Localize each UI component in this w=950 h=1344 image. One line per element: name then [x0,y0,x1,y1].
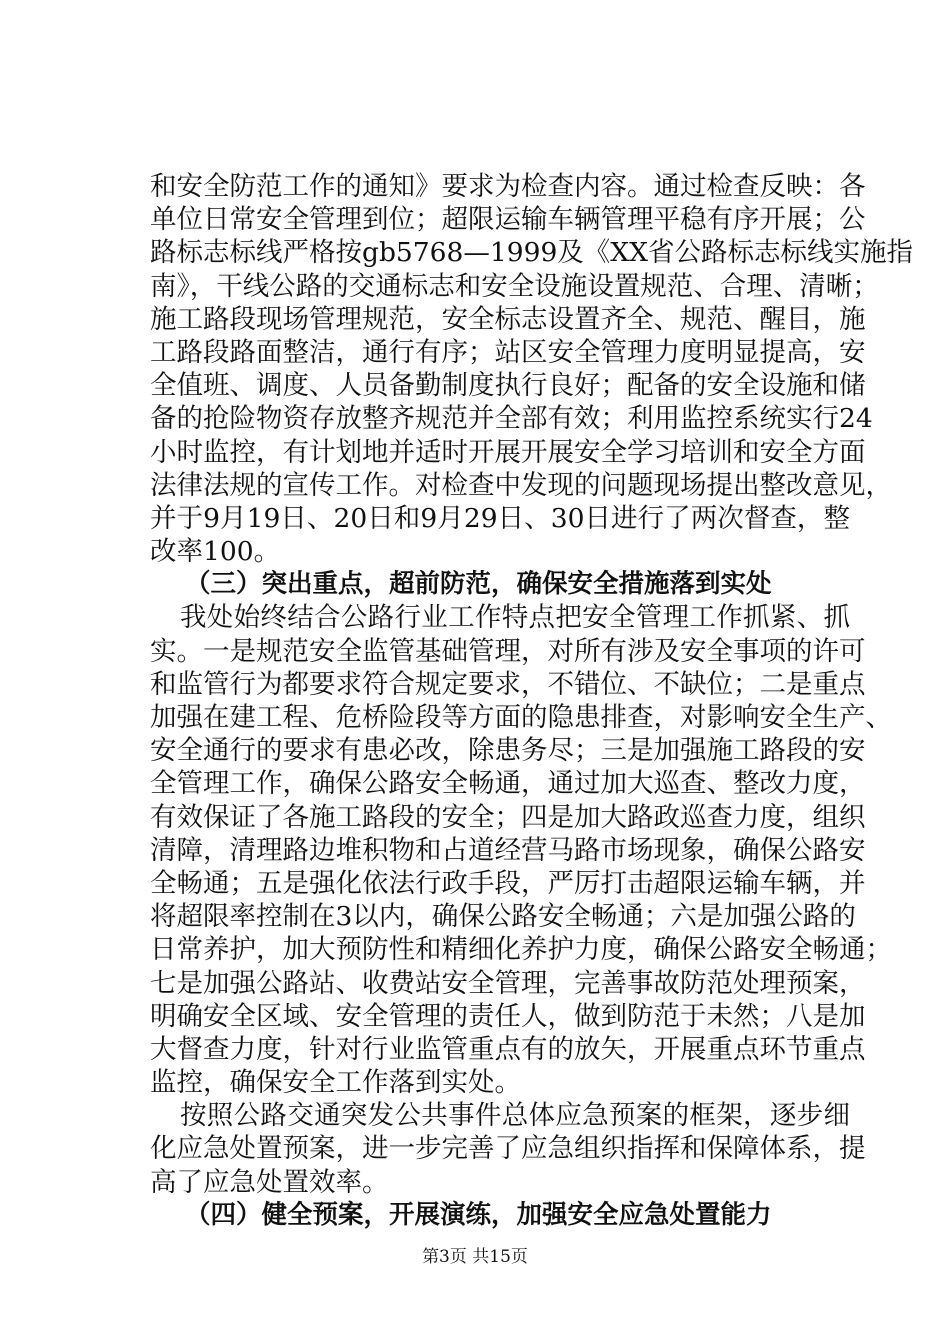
paragraph-line: 加强在建工程、危桥险段等方面的隐患排查，对影响安全生产、 [150,702,892,733]
paragraph-line: 七是加强公路站、收费站安全管理，完善事故防范处理预案， [150,967,866,999]
paragraph-line: 和监管行为都要求符合规定要求，不错位、不缺位；二是重点 [150,668,866,700]
section-heading: （三）突出重点，超前防范，确保安全措施落到实处 [185,569,772,600]
paragraph-line: 实。一是规范安全监管基础管理，对所有涉及安全事项的许可 [150,635,866,667]
paragraph-line: 备的抢险物资存放整齐规范并全部有效；利用监控系统实行24 [150,403,873,435]
paragraph-line: 小时监控，有计划地并适时开展开展安全学习培训和安全方面 [150,436,866,468]
paragraph-last-line: 改率100。 [150,536,281,568]
paragraph-line: 化应急处置预案，进一步完善了应急组织指挥和保障体系，提 [150,1133,866,1165]
paragraph-line: 全值班、调度、人员备勤制度执行良好；配备的安全设施和储 [150,370,866,402]
section-heading: （四）健全预案，开展演练，加强安全应急处置能力 [185,1199,772,1230]
paragraph-line: 全畅通；五是强化依法行政手段，严厉打击超限运输车辆，并 [150,867,866,899]
paragraph-first-line: 按照公路交通突发公共事件总体应急预案的框架，逐步细 [180,1100,850,1132]
paragraph-line: 安全通行的要求有患必改，除患务尽；三是加强施工路段的安 [150,735,866,767]
paragraph-line: 并于9月19日、20日和9月29日、30日进行了两次督查，整 [150,502,850,534]
paragraph-line: 日常养护，加大预防性和精细化养护力度，确保公路安全畅通； [150,934,892,966]
page-footer: 第3页 共15页 [422,1247,528,1267]
paragraph-line: 将超限率控制在3以内，确保公路安全畅通；六是加强公路的 [150,901,856,933]
paragraph-line: 明确安全区域、安全管理的责任人，做到防范于未然；八是加 [150,1000,866,1032]
paragraph-last-line: 高了应急处置效率。 [150,1166,389,1198]
paragraph-line: 清障，清理路边堆积物和占道经营马路市场现象，确保公路安 [150,834,866,866]
paragraph-line: 工路段路面整洁，通行有序；站区安全管理力度明显提高，安 [150,336,866,368]
paragraph-line: 和安全防范工作的通知》要求为检查内容。通过检查反映：各 [150,171,866,202]
paragraph-last-line: 监控，确保安全工作落到实处。 [150,1067,521,1099]
paragraph-line: 有效保证了各施工路段的安全；四是加大路政巡查力度，组织 [150,801,866,833]
document-body [150,170,914,1232]
paragraph-line: 单位日常安全管理到位；超限运输车辆管理平稳有序开展；公 [150,204,866,236]
paragraph-line: 南》，干线公路的交通标志和安全设施设置规范、合理、清晰； [150,270,879,302]
paragraph-first-line: 我处始终结合公路行业工作特点把安全管理工作抓紧、抓 [180,602,850,634]
paragraph-line: 路标志标线严格按gb5768—1999及《XX省公路标志标线实施指 [150,237,914,269]
paragraph-line: 全管理工作，确保公路安全畅通，通过加大巡查、整改力度， [150,768,866,800]
paragraph-line: 法律法规的宣传工作。对检查中发现的问题现场提出整改意见， [150,469,892,501]
paragraph-line: 大督查力度，针对行业监管重点有的放矢，开展重点环节重点 [150,1033,866,1065]
paragraph-line: 施工路段现场管理规范，安全标志设置齐全、规范、醒目，施 [150,303,866,335]
